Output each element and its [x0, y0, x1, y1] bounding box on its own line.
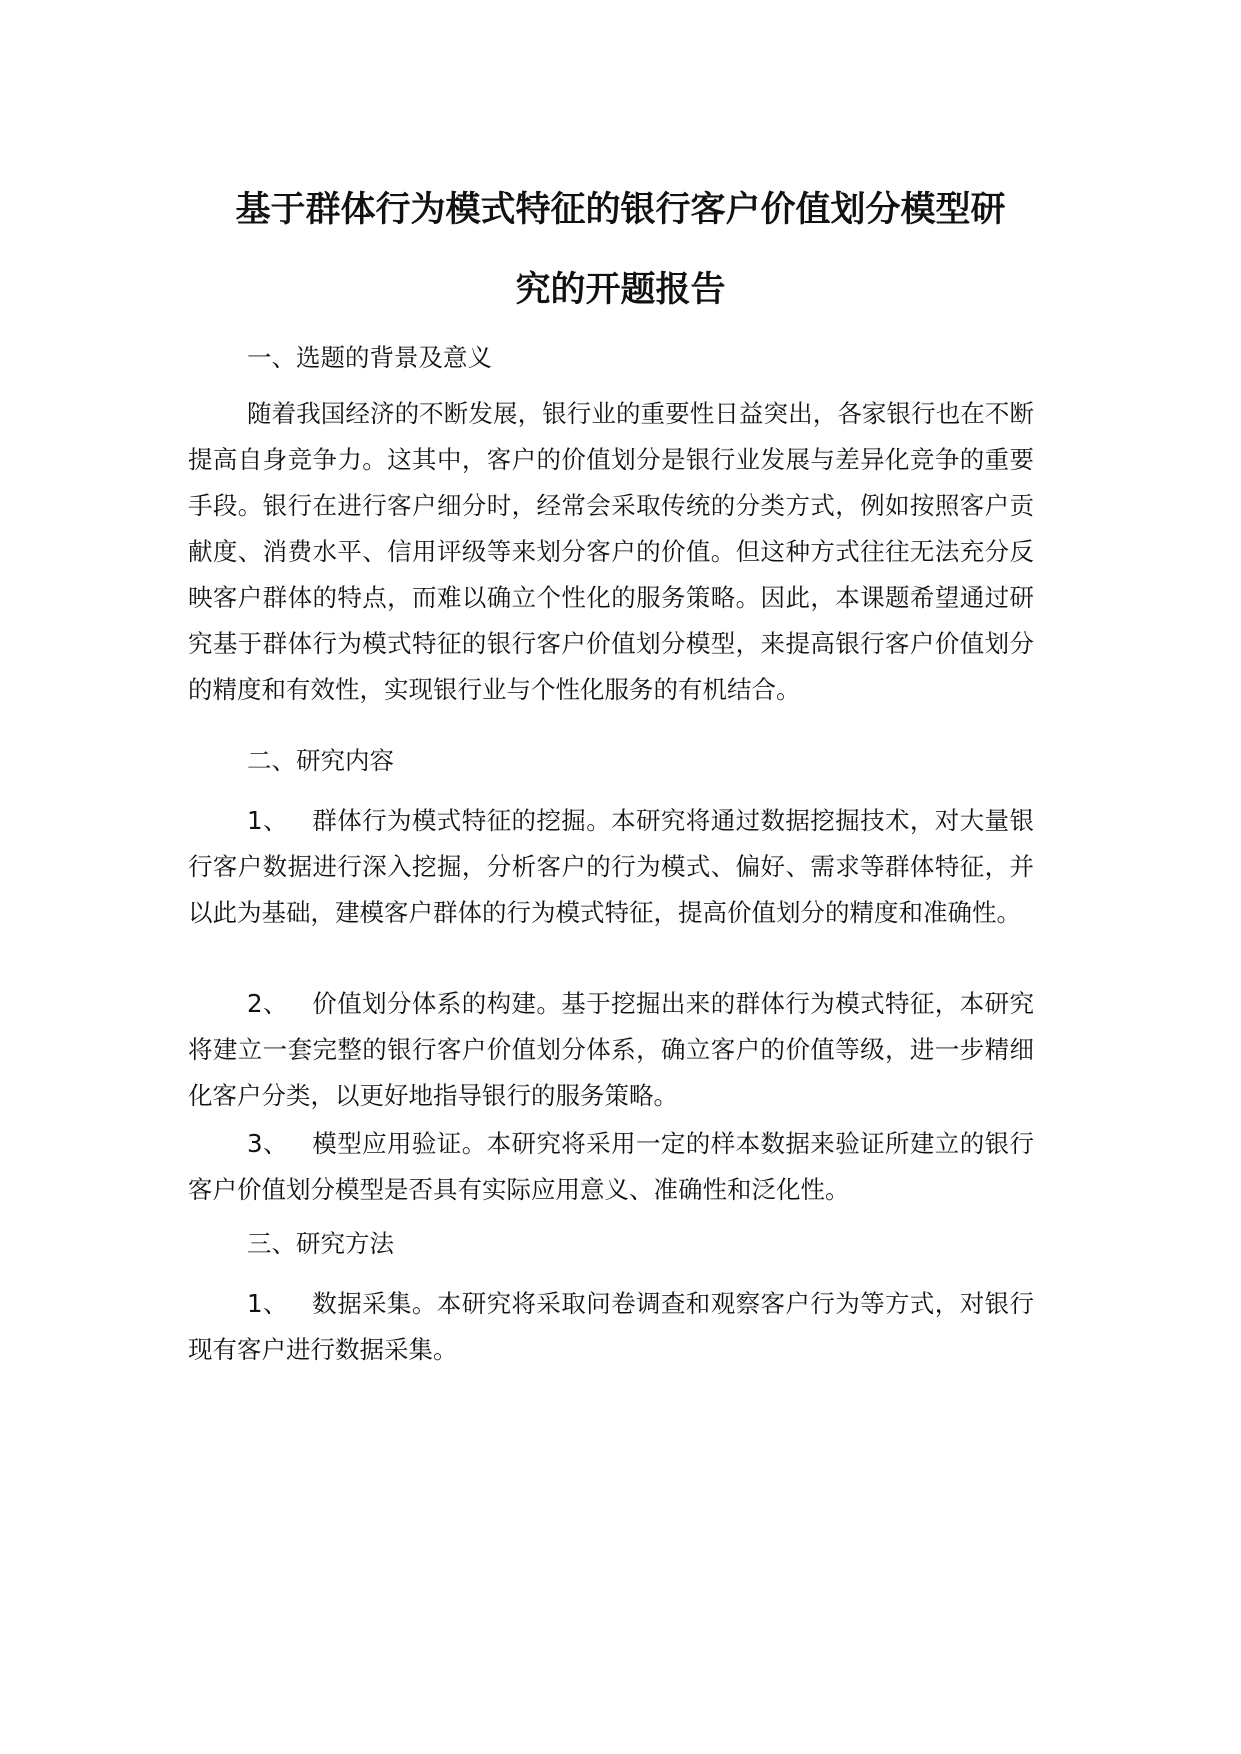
list-item-number: 3、	[247, 1129, 288, 1158]
list-item-text: 模型应用验证。本研究将采用一定的样本数据来验证所建立的银行客户价值划分模型是否具有实际应用意义、准确性和泛化性。	[188, 1129, 1034, 1204]
list-item-number: 2、	[247, 989, 288, 1018]
list-item-text: 价值划分体系的构建。基于挖掘出来的群体行为模式特征，本研究将建立一套完整的银行客户价值划分体系，确立客户的价值等级，进一步精细化客户分类，以更好地指导银行的服务策略。	[188, 989, 1034, 1110]
section-heading-background: 一、选题的背景及意义	[247, 343, 492, 372]
document-title-line-2: 究的开题报告	[515, 270, 726, 310]
list-item-content-3	[188, 1121, 1034, 1213]
list-item-text: 数据采集。本研究将采取问卷调查和观察客户行为等方式，对银行现有客户进行数据采集。	[188, 1289, 1034, 1364]
section-heading-method: 三、研究方法	[247, 1229, 394, 1258]
document-title-line-1: 基于群体行为模式特征的银行客户价值划分模型研	[235, 190, 1006, 230]
list-item-content-2	[188, 981, 1034, 1119]
list-item-method-1	[188, 1281, 1034, 1373]
list-item-text: 群体行为模式特征的挖掘。本研究将通过数据挖掘技术，对大量银行客户数据进行深入挖掘，分析客户的行为模式、偏好、需求等群体特征，并以此为基础，建模客户群体的行为模式特征，提高价值划分的精度和准确性。	[188, 806, 1034, 927]
paragraph-background: 随着我国经济的不断发展，银行业的重要性日益突出，各家银行也在不断提高自身竞争力。这其中，客户的价值划分是银行业发展与差异化竞争的重要手段。银行在进行客户细分时，经常会采取传统的分类方式，例如按照客户贡献度、消费水平、信用评级等来划分客户的价值。但这种方式往往无法充分反映客户群体的特点，而难以确立个性化的服务策略。因此，本课题希望通过研究基于群体行为模式特征的银行客户价值划分模型，来提高银行客户价值划分的精度和有效性，实现银行业与个性化服务的有机结合。	[188, 399, 1034, 704]
list-item-number: 1、	[247, 1289, 288, 1318]
list-item-content-1	[188, 798, 1034, 936]
section-heading-content: 二、研究内容	[247, 746, 394, 775]
list-item-number: 1、	[247, 806, 288, 835]
